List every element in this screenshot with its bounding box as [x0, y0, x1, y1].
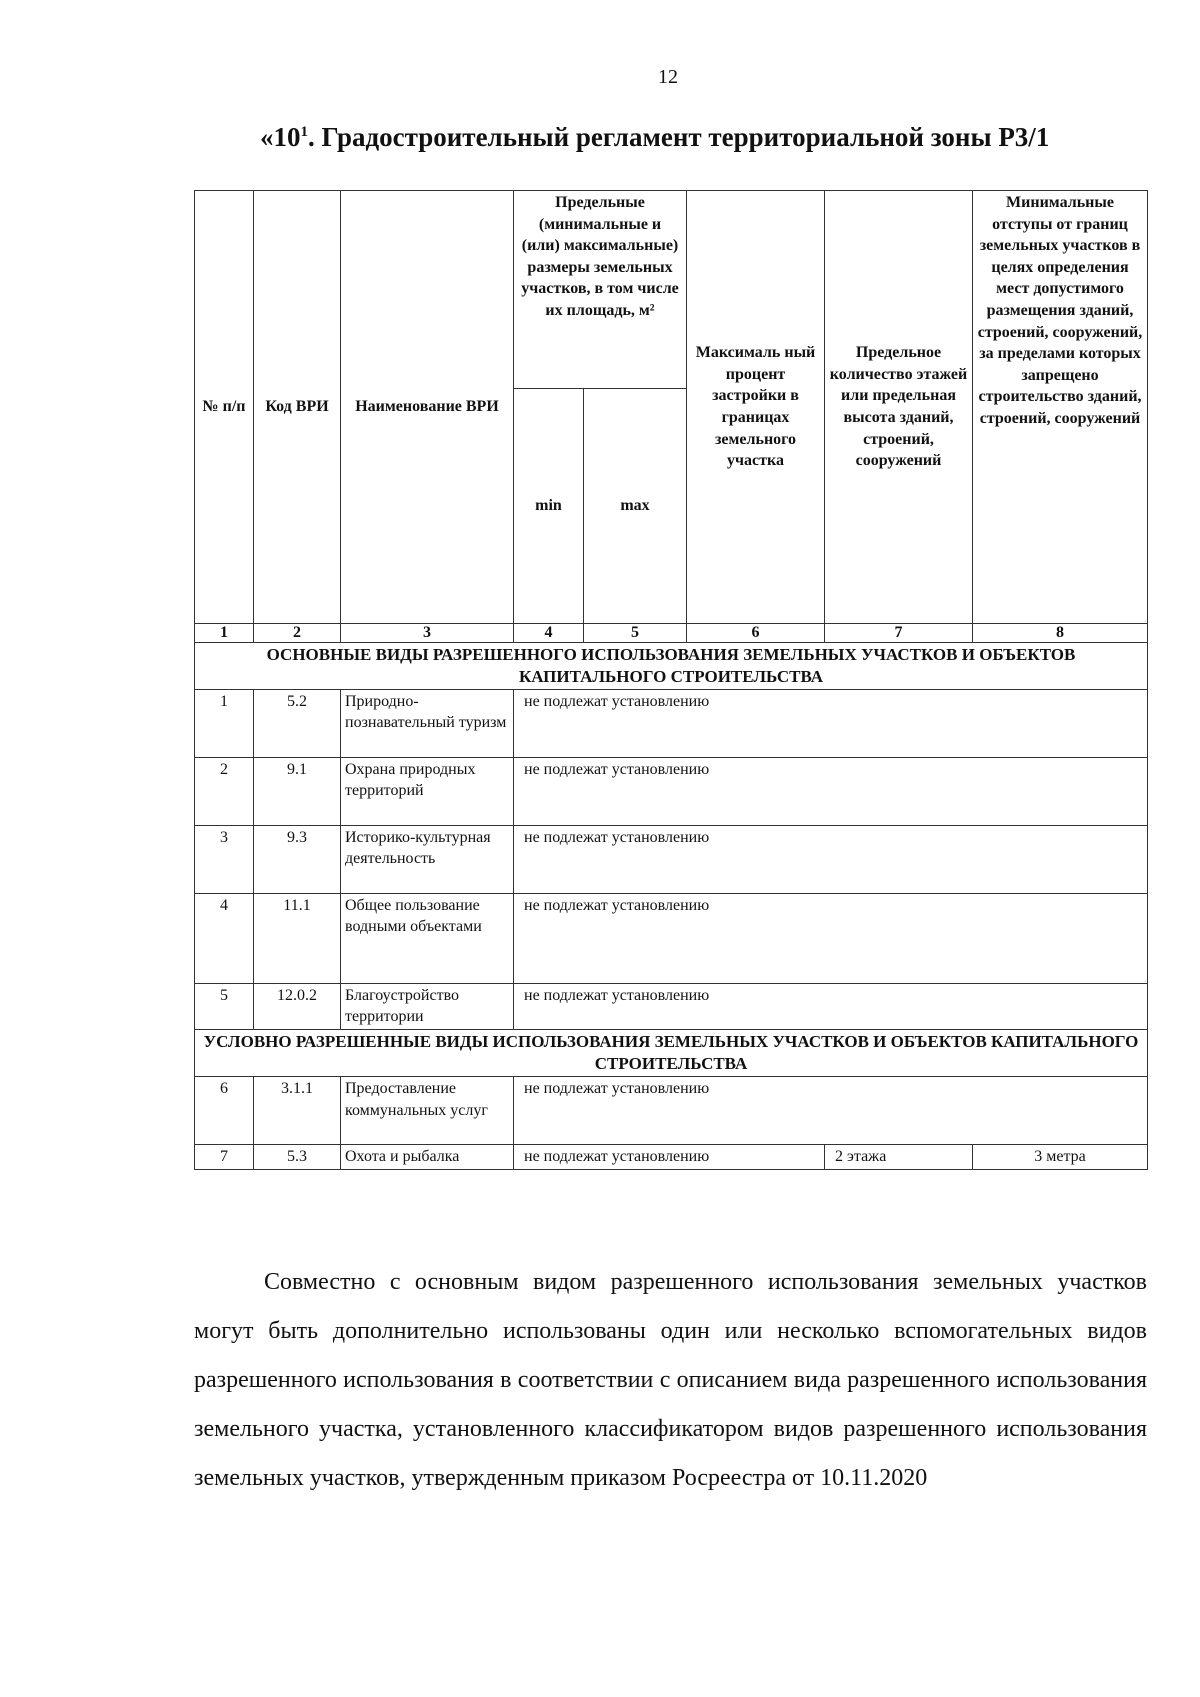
column-number: 8 [973, 624, 1148, 643]
table-row [195, 1077, 1148, 1145]
row-num: 2 [195, 757, 254, 825]
column-number: 1 [195, 624, 254, 643]
column-number: 5 [584, 624, 687, 643]
column-number: 2 [254, 624, 341, 643]
row-value: не подлежат установлению [514, 893, 1148, 983]
row-num: 6 [195, 1077, 254, 1145]
page-number: 12 [658, 66, 678, 88]
row-value: не подлежат установлению [514, 983, 1148, 1029]
row-code: 11.1 [254, 893, 341, 983]
row-code: 5.2 [254, 689, 341, 757]
header-percent: Максималь ный процент застройки в границах земельного участка [687, 191, 825, 624]
section-conditional-row [195, 1029, 1148, 1076]
row-name: Охрана природных территорий [341, 757, 514, 825]
row-name: Благоустройство территории [341, 983, 514, 1029]
row-code: 5.3 [254, 1145, 341, 1170]
header-name: Наименование ВРИ [341, 191, 514, 624]
row-setbacks: 3 метра [973, 1145, 1148, 1170]
row-code: 12.0.2 [254, 983, 341, 1029]
table-row [195, 757, 1148, 825]
section-main-row [195, 642, 1148, 689]
row-code: 9.1 [254, 757, 341, 825]
header-floors: Предельное количество этажей или предельная высота зданий, строений, сооружений [825, 191, 973, 624]
column-number: 3 [341, 624, 514, 643]
row-name: Предоставление коммунальных услуг [341, 1077, 514, 1145]
section-conditional-heading: УСЛОВНО РАЗРЕШЕННЫЕ ВИДЫ ИСПОЛЬЗОВАНИЯ ЗЕМЕЛЬНЫХ УЧАСТКОВ И ОБЪЕКТОВ КАПИТАЛЬНОГО СТРОИТЕЛЬСТВА [195, 1029, 1148, 1076]
table-row [195, 893, 1148, 983]
row-value: не подлежат установлению [514, 1077, 1148, 1145]
row-num: 1 [195, 689, 254, 757]
row-num: 4 [195, 893, 254, 983]
title-text: . Градостроительный регламент территориальной зоны Р3/1 [308, 122, 1050, 152]
row-name: Общее пользование водными объектами [341, 893, 514, 983]
column-number: 7 [825, 624, 973, 643]
title-prefix: «10 [260, 122, 301, 152]
row-value: не подлежат установлению [514, 825, 1148, 893]
column-number: 6 [687, 624, 825, 643]
header-code: Код ВРИ [254, 191, 341, 624]
page-title [260, 122, 1120, 153]
table-row [195, 1145, 1148, 1170]
title-superscript: 1 [300, 124, 308, 140]
row-name: Охота и рыбалка [341, 1145, 514, 1170]
row-value: не подлежат установлению [514, 757, 1148, 825]
row-num: 7 [195, 1145, 254, 1170]
row-code: 3.1.1 [254, 1077, 341, 1145]
row-value: не подлежат установлению [514, 1145, 825, 1170]
row-value: не подлежат установлению [514, 689, 1148, 757]
header-max: max [584, 389, 687, 624]
row-num: 3 [195, 825, 254, 893]
header-row [195, 191, 1148, 389]
header-num: № п/п [195, 191, 254, 624]
table-row [195, 825, 1148, 893]
body-paragraph: Совместно с основным видом разрешенного использования земельных участков могут быть дополнительно использованы один или несколько вспомогательных видов разрешенного использования в соответствии с описанием вида разрешенного использования земельного участка, установленного классификатором видов разрешенного использования земельных участков, утвержденным приказом Росреестра от 10.11.2020 [194, 1269, 1147, 1491]
section-main-heading: ОСНОВНЫЕ ВИДЫ РАЗРЕШЕННОГО ИСПОЛЬЗОВАНИЯ ЗЕМЕЛЬНЫХ УЧАСТКОВ И ОБЪЕКТОВ КАПИТАЛЬНОГО СТРОИТЕЛЬСТВА [195, 642, 1148, 689]
table-row [195, 689, 1148, 757]
row-name: Историко-культурная деятельность [341, 825, 514, 893]
column-numbers-row [195, 624, 1148, 643]
regulation-table [194, 190, 1148, 1170]
header-sizes: Предельные (минимальные и (или) максимальные) размеры земельных участков, в том числе их площадь, м² [514, 191, 687, 389]
row-floors: 2 этажа [825, 1145, 973, 1170]
row-name: Природно-познавательный туризм [341, 689, 514, 757]
table-row [195, 983, 1148, 1029]
row-code: 9.3 [254, 825, 341, 893]
header-setbacks: Минимальные отступы от границ земельных участков в целях определения мест допустимого размещения зданий, строений, сооружений, за пределами которых запрещено строительство зданий, строений, сооружений [973, 191, 1148, 624]
column-number: 4 [514, 624, 584, 643]
row-num: 5 [195, 983, 254, 1029]
header-min: min [514, 389, 584, 624]
